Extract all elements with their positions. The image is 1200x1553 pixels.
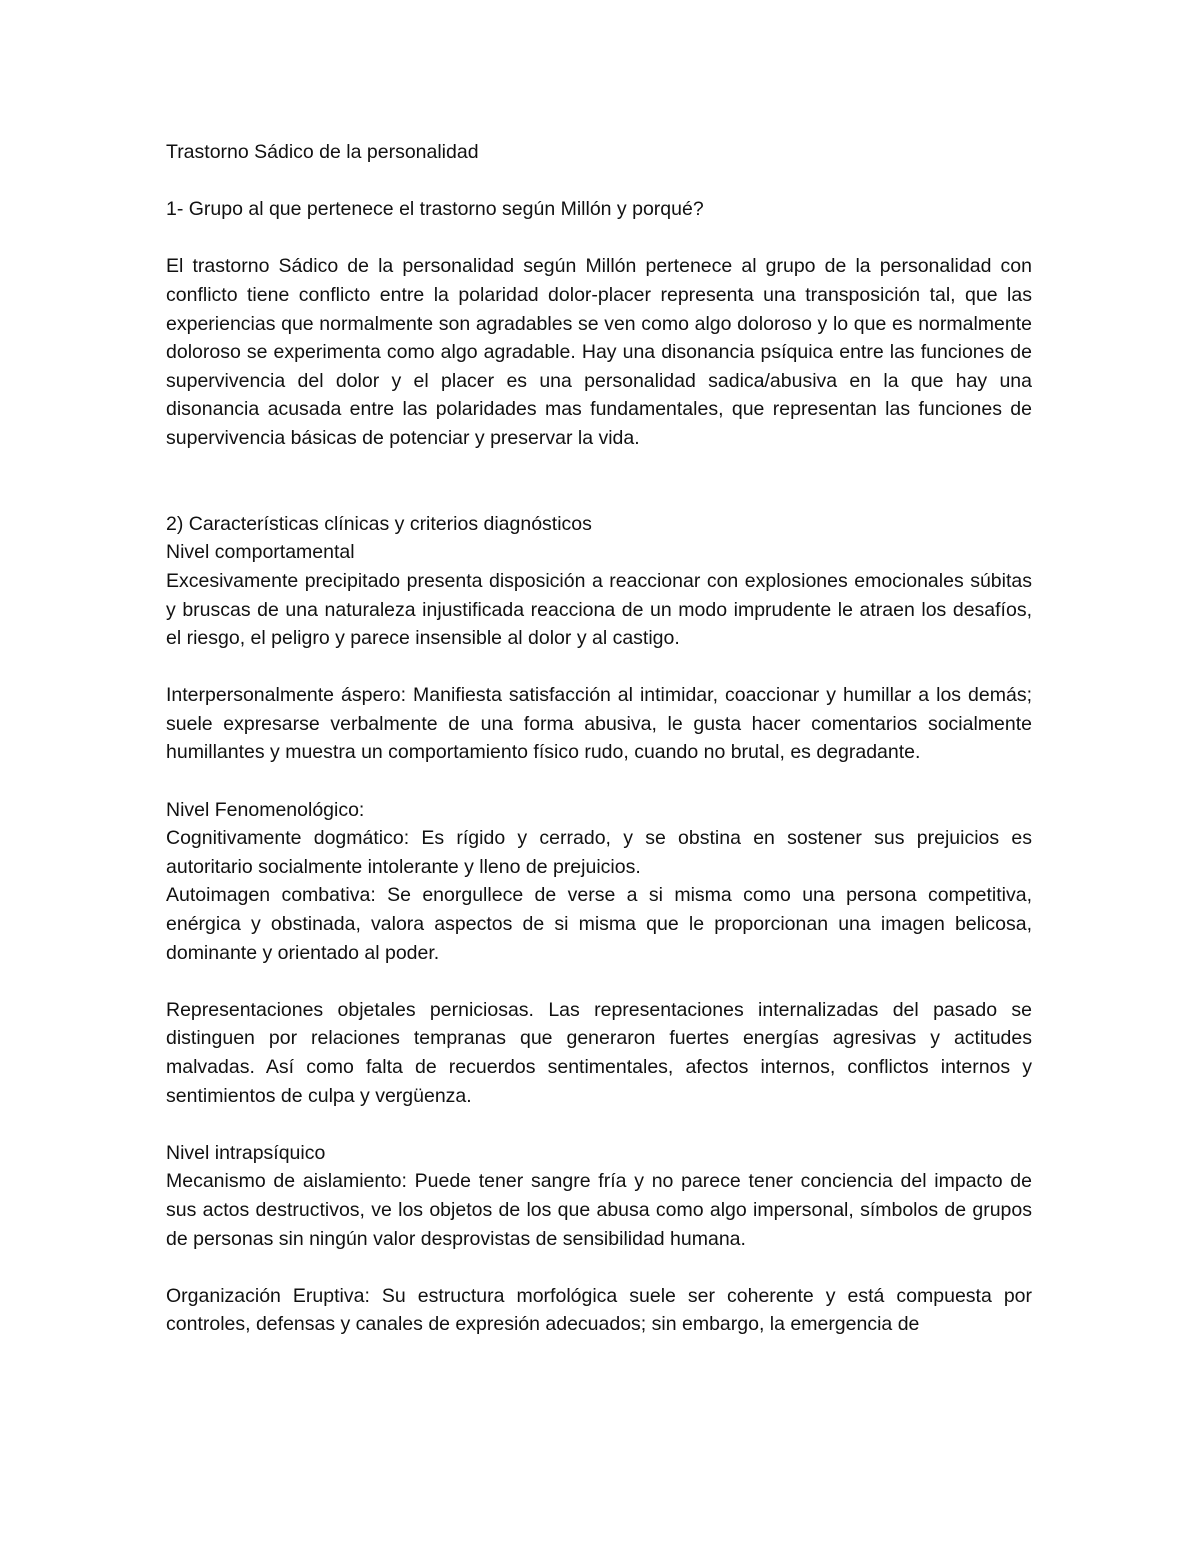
phenomenological-paragraph-3: Representaciones objetales perniciosas. Las representaciones internalizadas del pasado se distinguen por relaciones tempranas que generaron fuertes energías agresivas y actitudes malvadas. Así como falta de recuerdos sentimentales, afectos internos, conflictos internos y sentimientos de culpa y vergüenza.	[166, 998, 1032, 1107]
question-1-answer: El trastorno Sádico de la personalidad según Millón pertenece al grupo de la personalidad con conflicto tiene conflicto entre la polaridad dolor-placer representa una transposición tal, que las experiencias que normalmente son agradables se ven como algo doloroso y lo que es normalmente doloroso se experimenta como algo agradable. Hay una disonancia psíquica entre las funciones de supervivencia del dolor y el placer es una personalidad sadica/abusiva en la que hay una disonancia acusada entre las polaridades mas fundamentales, que representan las funciones de supervivencia básicas de potenciar y preservar la vida.	[166, 255, 1032, 449]
spacer	[166, 167, 1032, 196]
spacer	[166, 767, 1032, 796]
spacer	[166, 1110, 1032, 1139]
phenomenological-paragraph-2: Autoimagen combativa: Se enorgullece de verse a si misma como una persona competitiva, enérgica y obstinada, valora aspectos de si misma que le proporcionan una imagen belicosa, dominante y orientado al poder.	[166, 884, 1032, 964]
spacer	[166, 653, 1032, 682]
intrapsychic-paragraph-2: Organización Eruptiva: Su estructura morfológica suele ser coherente y está compuesta por controles, defensas y canales de expresión adecuados; sin embargo, la emergencia de	[166, 1284, 1032, 1336]
phenomenological-paragraph-1: Cognitivamente dogmático: Es rígido y cerrado, y se obstina en sostener sus prejuicios es autoritario socialmente intolerante y lleno de prejuicios.	[166, 827, 1032, 878]
level-phenomenological-heading: Nivel Fenomenológico:	[166, 798, 365, 821]
document-title: Trastorno Sádico de la personalidad	[166, 141, 479, 163]
level-behavioral-heading: Nivel comportamental	[166, 541, 355, 564]
spacer	[166, 224, 1032, 253]
spacer	[166, 453, 1032, 510]
question-1-heading: 1- Grupo al que pertenece el trastorno según Millón y porqué?	[166, 198, 704, 221]
level-intrapsychic-heading: Nivel intrapsíquico	[166, 1141, 326, 1164]
document-body	[166, 138, 1032, 1339]
behavioral-paragraph-1: Excesivamente precipitado presenta disposición a reaccionar con explosiones emocionales súbitas y bruscas de una naturaleza injustificada reacciona de un modo imprudente le atraen los desafíos, el riesgo, el peligro y parece insensible al dolor y al castigo.	[166, 569, 1032, 650]
spacer	[166, 1253, 1032, 1282]
behavioral-paragraph-2: Interpersonalmente áspero: Manifiesta satisfacción al intimidar, coaccionar y humillar a los demás; suele expresarse verbalmente de una forma abusiva, le gusta hacer comentarios socialmente humillantes y muestra un comportamiento físico rudo, cuando no brutal, es degradante.	[166, 684, 1032, 764]
intrapsychic-paragraph-1: Mecanismo de aislamiento: Puede tener sangre fría y no parece tener conciencia del impacto de sus actos destructivos, ve los objetos de los que abusa como algo impersonal, símbolos de grupos de personas sin ningún valor desprovistas de sensibilidad humana.	[166, 1170, 1032, 1250]
spacer	[166, 967, 1032, 996]
question-2-heading: 2) Características clínicas y criterios diagnósticos	[166, 512, 592, 535]
